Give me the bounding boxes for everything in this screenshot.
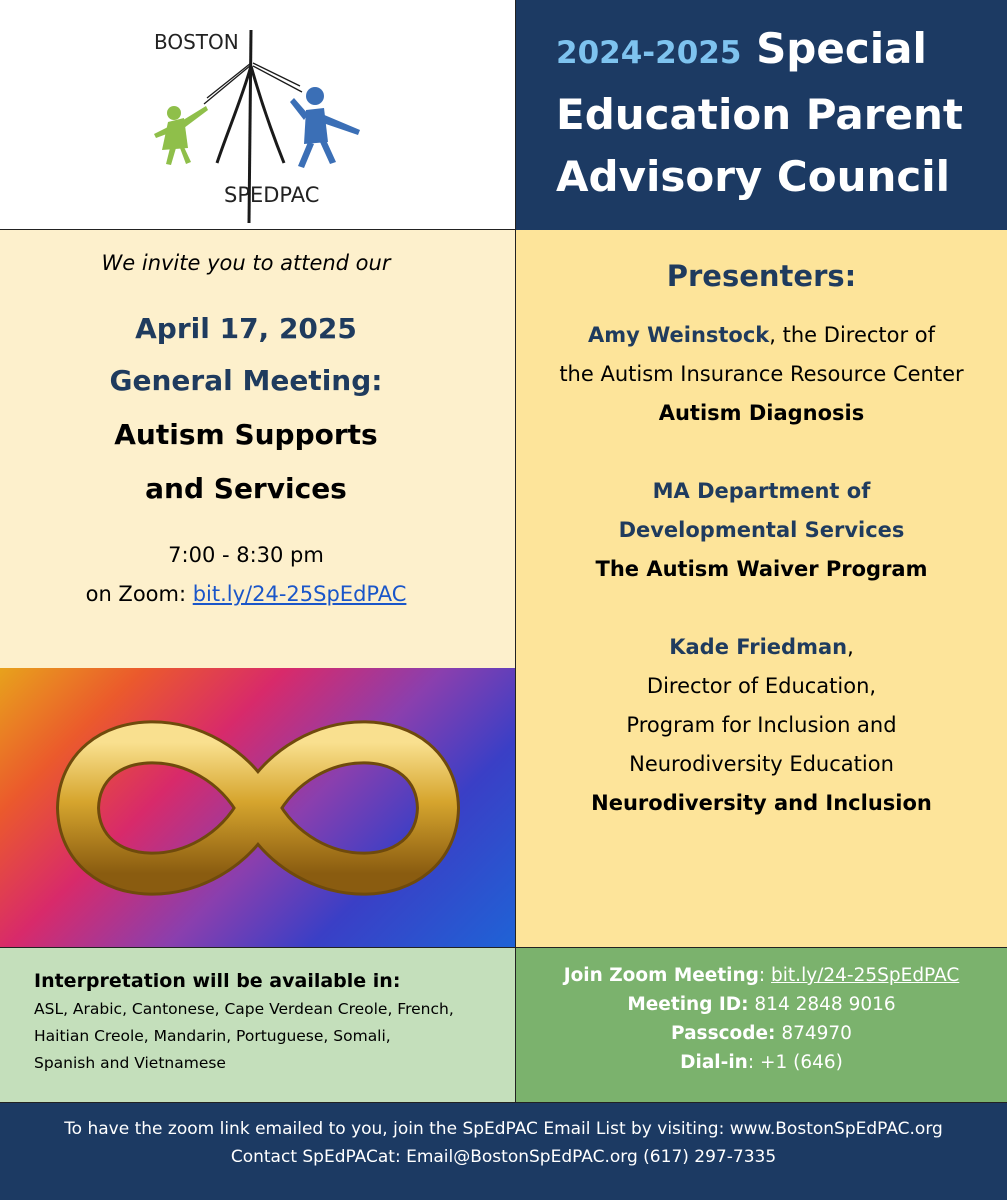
header-title bbox=[556, 18, 996, 208]
meeting-date: April 17, 2025 bbox=[135, 312, 357, 345]
presenter-1-name: Amy Weinstock bbox=[587, 323, 770, 347]
invitation-panel bbox=[0, 230, 516, 668]
logo-text-boston: BOSTON bbox=[154, 30, 239, 54]
zoom-passcode-line bbox=[516, 1019, 1007, 1048]
zoom-join-sep: : bbox=[758, 965, 772, 986]
logo-panel bbox=[0, 0, 516, 230]
presenter-1-title: , the Director of bbox=[769, 323, 936, 347]
presenter-1-topic: Autism Diagnosis bbox=[658, 401, 865, 425]
zoom-link[interactable]: bit.ly/24-25SpEdPAC bbox=[192, 582, 407, 606]
header-title-line2: Education Parent bbox=[556, 90, 963, 139]
green-child-icon bbox=[154, 106, 208, 165]
presenter-3-topic: Neurodiversity and Inclusion bbox=[591, 791, 932, 815]
logo-frame bbox=[132, 18, 382, 223]
footer-line-2: Contact SpEdPACat: Email@BostonSpEdPAC.org (617) 297-7335 bbox=[230, 1147, 777, 1167]
zoom-dial-in-value: : +1 (646) bbox=[747, 1052, 843, 1073]
zoom-meeting-id-label: Meeting ID: bbox=[627, 994, 749, 1015]
presenters-panel bbox=[516, 230, 1007, 948]
interpretation-heading: Interpretation will be available in: bbox=[34, 970, 401, 992]
presenter-3-line bbox=[516, 628, 1007, 667]
zoom-dial-in-line bbox=[516, 1048, 1007, 1077]
meeting-type: General Meeting: bbox=[109, 364, 383, 397]
zoom-dial-in-label: Dial-in bbox=[680, 1052, 748, 1073]
presenter-3-name: Kade Friedman bbox=[669, 635, 848, 659]
footer bbox=[0, 1102, 1007, 1200]
interpretation-languages-3: Spanish and Vietnamese bbox=[34, 1054, 226, 1072]
interpretation-panel bbox=[0, 948, 516, 1102]
infinity-image-panel bbox=[0, 668, 516, 948]
logo-graphic bbox=[132, 18, 382, 223]
interpretation-languages-2: Haitian Creole, Mandarin, Portuguese, Somali, bbox=[34, 1027, 391, 1045]
header-title-line1: Special bbox=[756, 24, 927, 73]
zoom-prefix: on Zoom: bbox=[85, 582, 193, 606]
header-year: 2024-2025 bbox=[556, 35, 742, 71]
zoom-join-line bbox=[516, 961, 1007, 990]
zoom-join-link[interactable]: bit.ly/24-25SpEdPAC bbox=[771, 965, 960, 986]
meeting-zoom-line bbox=[0, 575, 492, 614]
presenter-3-org-line1: Program for Inclusion and bbox=[626, 713, 897, 737]
presenter-1-org: the Autism Insurance Resource Center bbox=[559, 362, 964, 386]
meeting-topic-line2: and Services bbox=[145, 472, 347, 505]
zoom-details-panel bbox=[516, 948, 1007, 1102]
header-title-line3: Advisory Council bbox=[556, 152, 951, 201]
presenter-3-comma: , bbox=[847, 635, 854, 659]
interpretation-languages-1: ASL, Arabic, Cantonese, Cape Verdean Creole, French, bbox=[34, 1000, 454, 1018]
presenter-3-org-line2: Neurodiversity Education bbox=[629, 752, 894, 776]
logo-text-spedpac: SPEDPAC bbox=[224, 183, 320, 207]
presenter-3-role: Director of Education, bbox=[646, 674, 877, 698]
blue-child-icon bbox=[290, 87, 360, 168]
meeting-topic-line1: Autism Supports bbox=[114, 418, 378, 451]
presenter-2-name-line2: Developmental Services bbox=[618, 518, 905, 542]
zoom-join-label: Join Zoom Meeting bbox=[563, 965, 759, 986]
presenter-2-topic: The Autism Waiver Program bbox=[595, 557, 928, 581]
invite-intro: We invite you to attend our bbox=[101, 251, 391, 275]
zoom-passcode-label: Passcode: bbox=[671, 1023, 776, 1044]
infinity-symbol-icon bbox=[0, 668, 516, 948]
presenters-heading: Presenters: bbox=[666, 259, 857, 293]
presenter-1-line bbox=[516, 316, 1007, 355]
presenter-2-name-line1: MA Department of bbox=[652, 479, 871, 503]
header-panel bbox=[516, 0, 1007, 230]
zoom-meeting-id-line bbox=[516, 990, 1007, 1019]
zoom-meeting-id-value: 814 2848 9016 bbox=[748, 994, 896, 1015]
zoom-passcode-value: 874970 bbox=[775, 1023, 852, 1044]
meeting-time: 7:00 - 8:30 pm bbox=[168, 543, 324, 567]
footer-line-1: To have the zoom link emailed to you, join the SpEdPAC Email List by visiting: www.BostonSpEdPAC.org bbox=[64, 1119, 943, 1139]
